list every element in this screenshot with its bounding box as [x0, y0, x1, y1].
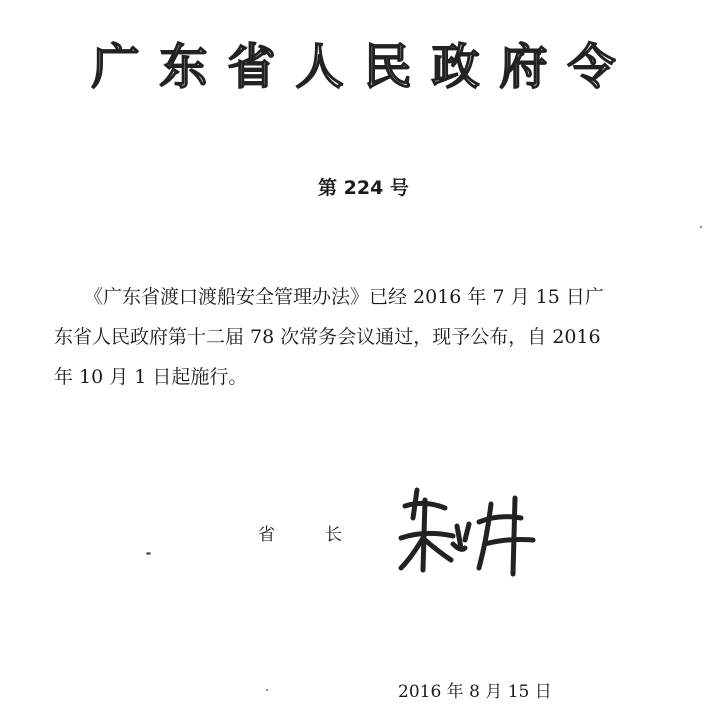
body-line-2: 东省人民政府第十二届 78 次常务会议通过，现予公布，自 2016 — [54, 326, 601, 348]
signatory-label: 省长 — [258, 525, 392, 545]
issue-date: 2016 年 8 月 15 日 — [398, 682, 552, 702]
handwritten-signature — [395, 478, 545, 588]
body-line-3: 年 10 月 1 日起施行。 — [54, 366, 248, 388]
document-title: 广东省人民政府令 — [91, 39, 636, 95]
scan-speck — [266, 689, 268, 691]
scan-speck — [146, 552, 151, 555]
body-paragraph — [54, 277, 664, 397]
scan-speck — [700, 226, 702, 228]
body-line-1: 《广东省渡口渡船安全管理办法》已经 2016 年 7 月 15 日广 — [84, 286, 604, 308]
order-number: 第 224 号 — [318, 177, 409, 199]
